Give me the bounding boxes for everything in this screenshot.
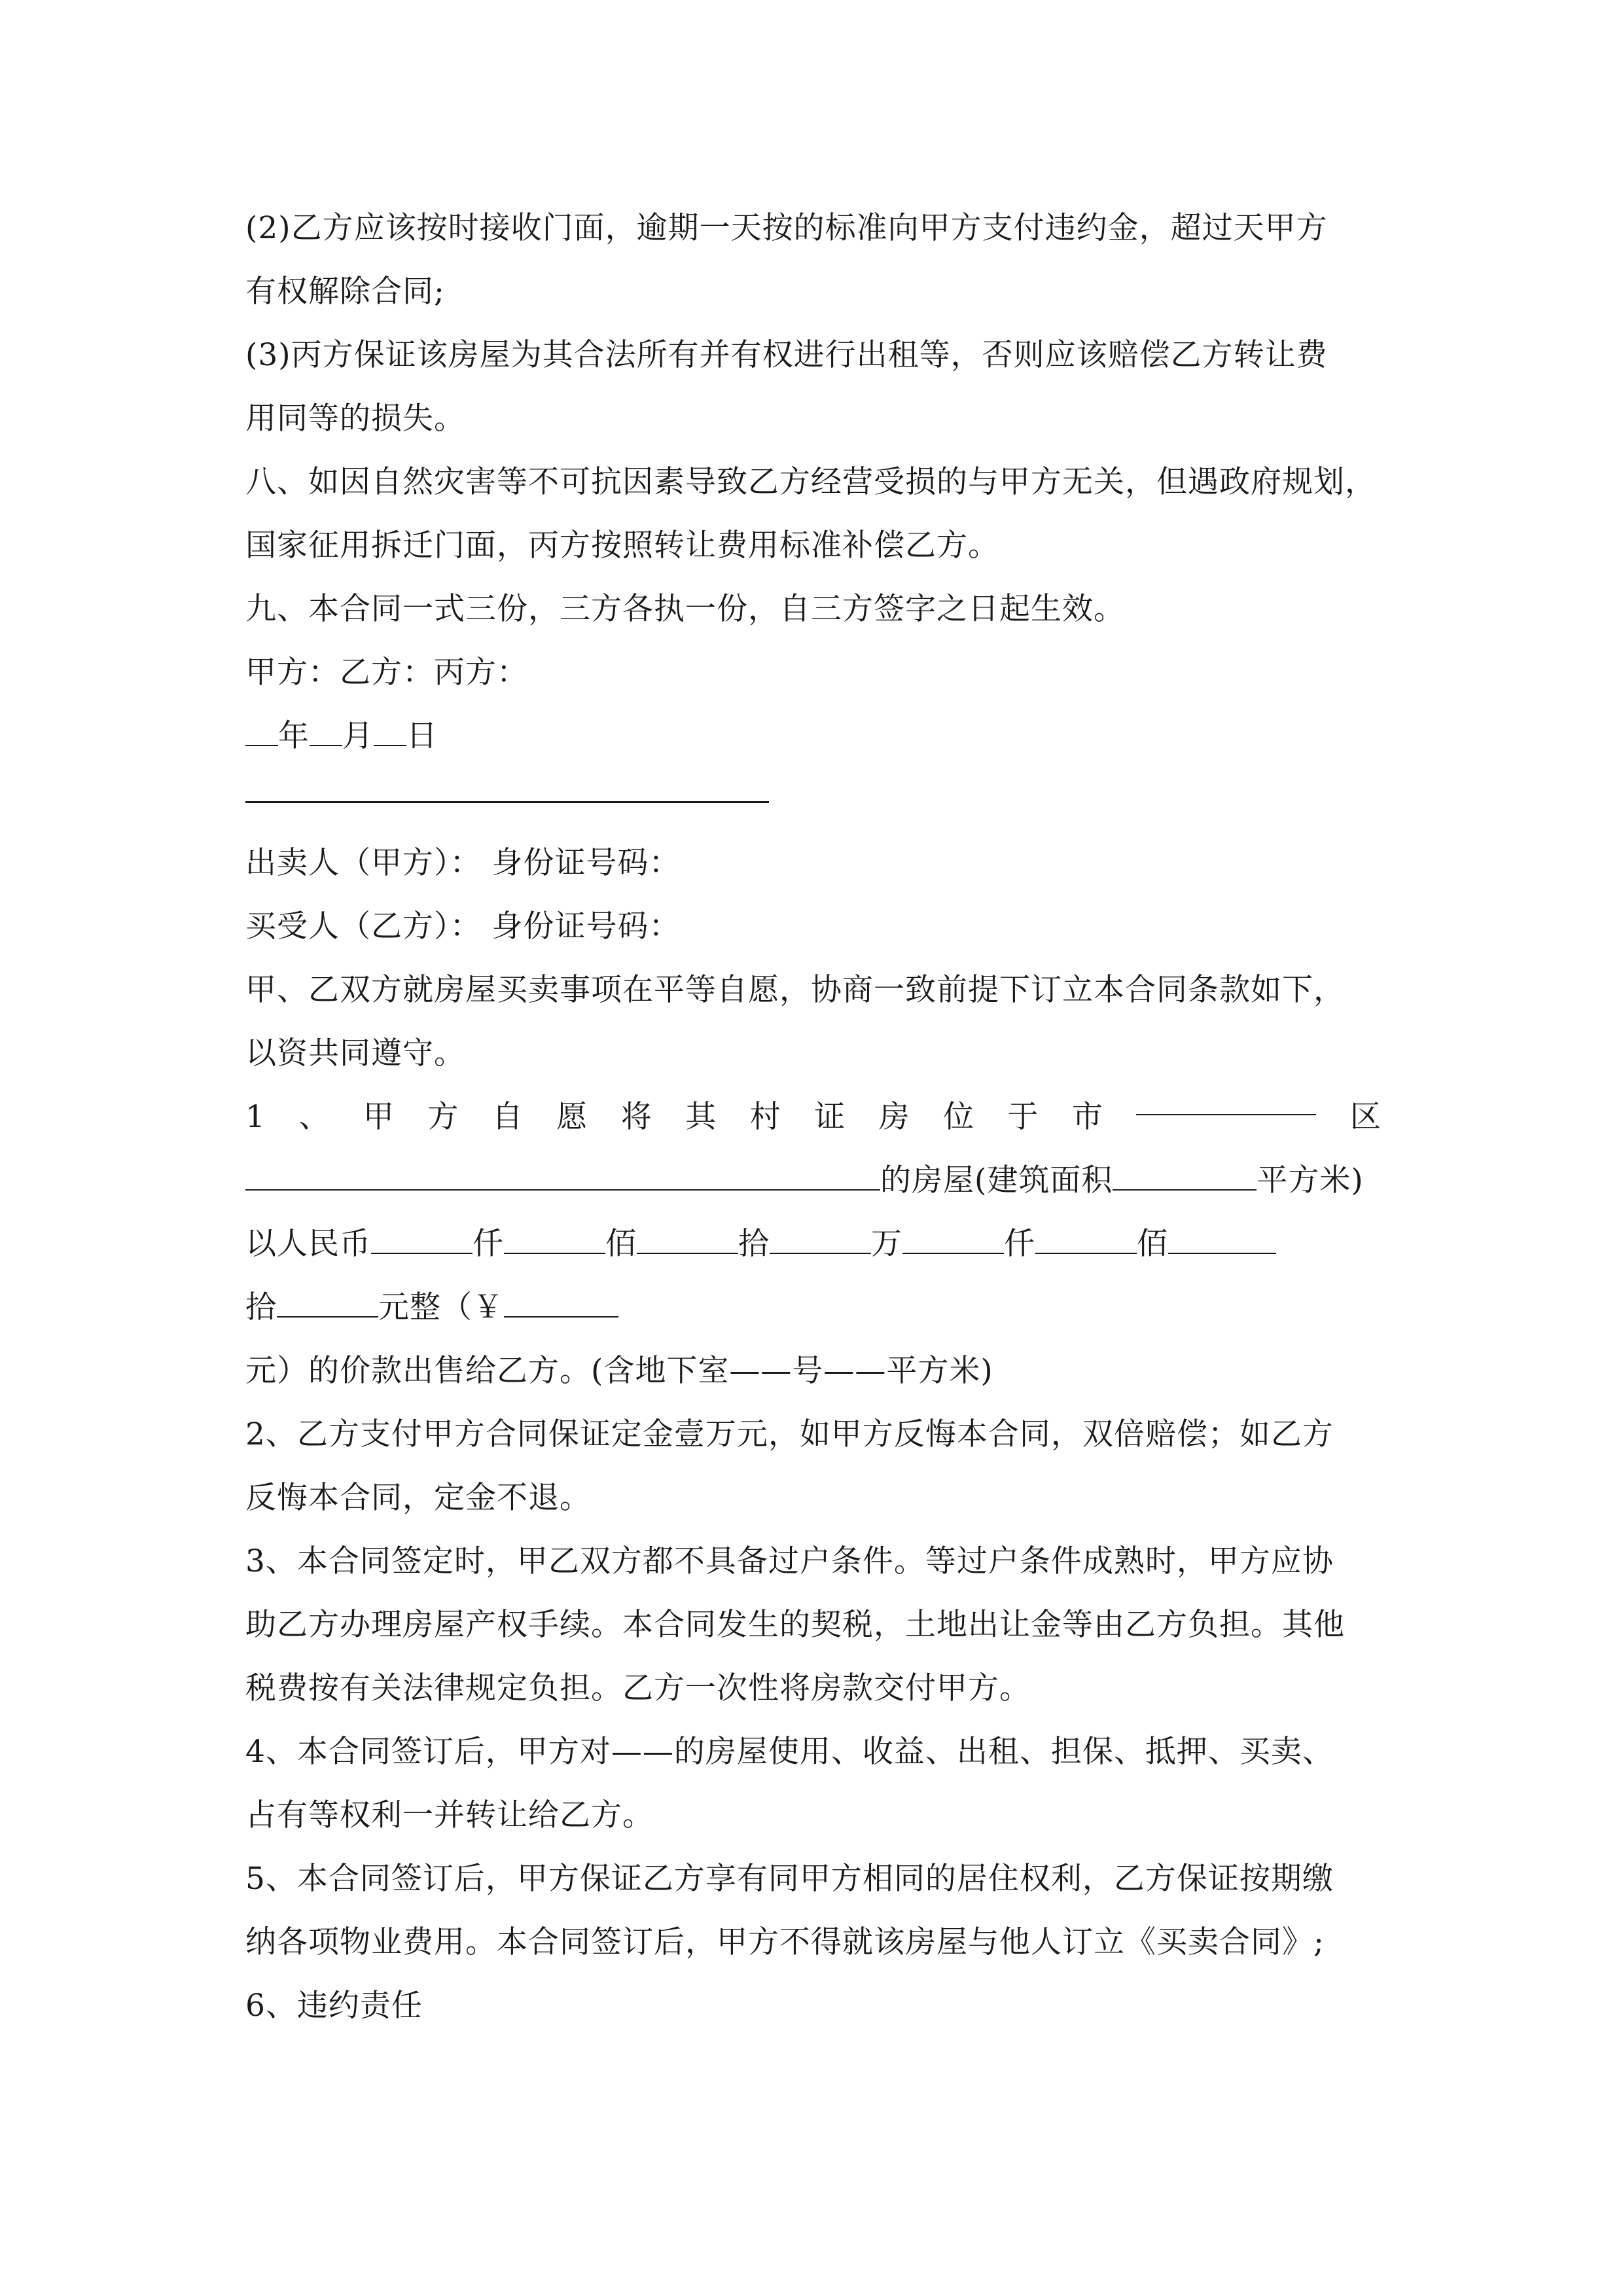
price-unit: 万 [871,1226,902,1262]
paragraph-line: 助乙方办理房屋产权手续。本合同发生的契税，土地出让金等由乙方负担。其他 [245,1607,1345,1643]
section-heading: 6、违约责任 [245,1988,423,2024]
price-unit: 佰 [605,1226,637,1262]
document-body [245,196,1381,2037]
house-label: 的房屋(建筑面积 [880,1162,1113,1198]
amount-blank [1168,1224,1276,1254]
section-divider [245,768,1381,831]
clause-char: 村 [749,1099,781,1135]
amount-blank [770,1224,871,1254]
price-lead: 以人民币 [245,1226,371,1262]
divider-rule [245,801,769,803]
clause-1-line [245,1085,1381,1149]
clause-char: 于 [1007,1099,1039,1135]
address-line [245,1149,1381,1212]
signature-parties: 甲方：乙方：丙方： [245,655,528,691]
month-label: 月 [342,718,374,754]
clause-char: 区 [1349,1099,1381,1135]
area-unit: 平方米) [1257,1162,1364,1198]
amount-blank [371,1224,473,1254]
paragraph-line: 国家征用拆迁门面，丙方按照转让费用标准补偿乙方。 [245,528,999,564]
clause-char: 自 [491,1099,523,1135]
clause-char: 愿 [556,1099,588,1135]
yuan-blank [504,1287,618,1318]
paragraph-line: 八、如因自然灾害等不可抗因素导致乙方经营受损的与甲方无关，但遇政府规划， [245,464,1376,500]
paragraph-line: 九、本合同一式三份，三方各执一份，自三方签字之日起生效。 [245,591,1125,627]
buyer-line: 买受人（乙方）： 身份证号码： [245,908,681,944]
paragraph-line: 5、本合同签订后，甲方保证乙方享有同甲方相同的居住权利，乙方保证按期缴 [245,1861,1334,1897]
paragraph-line: 2、乙方支付甲方合同保证定金壹万元，如甲方反悔本合同，双倍赔偿；如乙方 [245,1416,1334,1452]
clause-char: 将 [620,1099,652,1135]
clause-char: 证 [814,1099,846,1135]
paragraph-line: 4、本合同签订后，甲方对——的房屋使用、收益、出租、担保、抵押、买卖、 [245,1734,1334,1770]
paragraph-line: 3、本合同签定时，甲乙双方都不具备过户条件。等过户条件成熟时，甲方应协 [245,1543,1334,1579]
price-unit: 拾 [738,1226,770,1262]
clause-char: 1 [245,1099,265,1135]
paragraph-line: 用同等的损失。 [245,401,465,437]
paragraph-line: (3)丙方保证该房屋为其合法所有并有权进行出租等，否则应该赔偿乙方转让费 [245,337,1328,373]
day-blank [374,716,406,746]
seller-line: 出卖人（甲方）： 身份证号码： [245,845,681,881]
yuan-label: 元整（￥ [378,1289,504,1325]
price-line [245,1212,1381,1276]
price-unit: 拾 [245,1289,277,1325]
year-label: 年 [278,718,310,754]
price-unit: 仟 [473,1226,504,1262]
paragraph-line: 反悔本合同，定金不退。 [245,1480,591,1516]
amount-blank [504,1224,605,1254]
month-blank [310,716,342,746]
clause-char: 市 [1072,1099,1103,1135]
clause-char: 甲 [363,1099,394,1135]
paragraph-line: 以资共同遵守。 [245,1035,465,1071]
city-blank [1136,1085,1316,1115]
paragraph-line: 纳各项物业费用。本合同签订后，甲方不得就该房屋与他人订立《买卖合同》; [245,1924,1325,1960]
address-blank [245,1160,880,1191]
paragraph-line: 有权解除合同; [245,274,445,310]
clause-char: 、 [298,1099,330,1135]
price-unit: 佰 [1137,1226,1168,1262]
clause-char: 位 [943,1099,974,1135]
clause-char: 方 [427,1099,459,1135]
paragraph-line: 甲、乙双方就房屋买卖事项在平等自愿，协商一致前提下订立本合同条款如下， [245,972,1345,1008]
paragraph-line: 税费按有关法律规定负担。乙方一次性将房款交付甲方。 [245,1670,1031,1706]
year-blank [245,716,278,746]
clause-char: 其 [685,1099,717,1135]
amount-blank [1035,1224,1137,1254]
price-line-2 [245,1276,1381,1339]
amount-blank [902,1224,1004,1254]
price-unit: 仟 [1004,1226,1035,1262]
date-line [245,704,1381,768]
area-blank [1113,1160,1257,1191]
paragraph-line: (2)乙方应该按时接收门面，逾期一天按的标准向甲方支付违约金，超过天甲方 [245,210,1328,246]
day-label: 日 [406,718,438,754]
paragraph-line: 占有等权利一并转让给乙方。 [245,1797,654,1833]
paragraph-line: 元）的价款出售给乙方。(含地下室——号——平方米) [245,1353,993,1389]
amount-blank [277,1287,378,1318]
clause-char: 房 [878,1099,910,1135]
amount-blank [637,1224,738,1254]
